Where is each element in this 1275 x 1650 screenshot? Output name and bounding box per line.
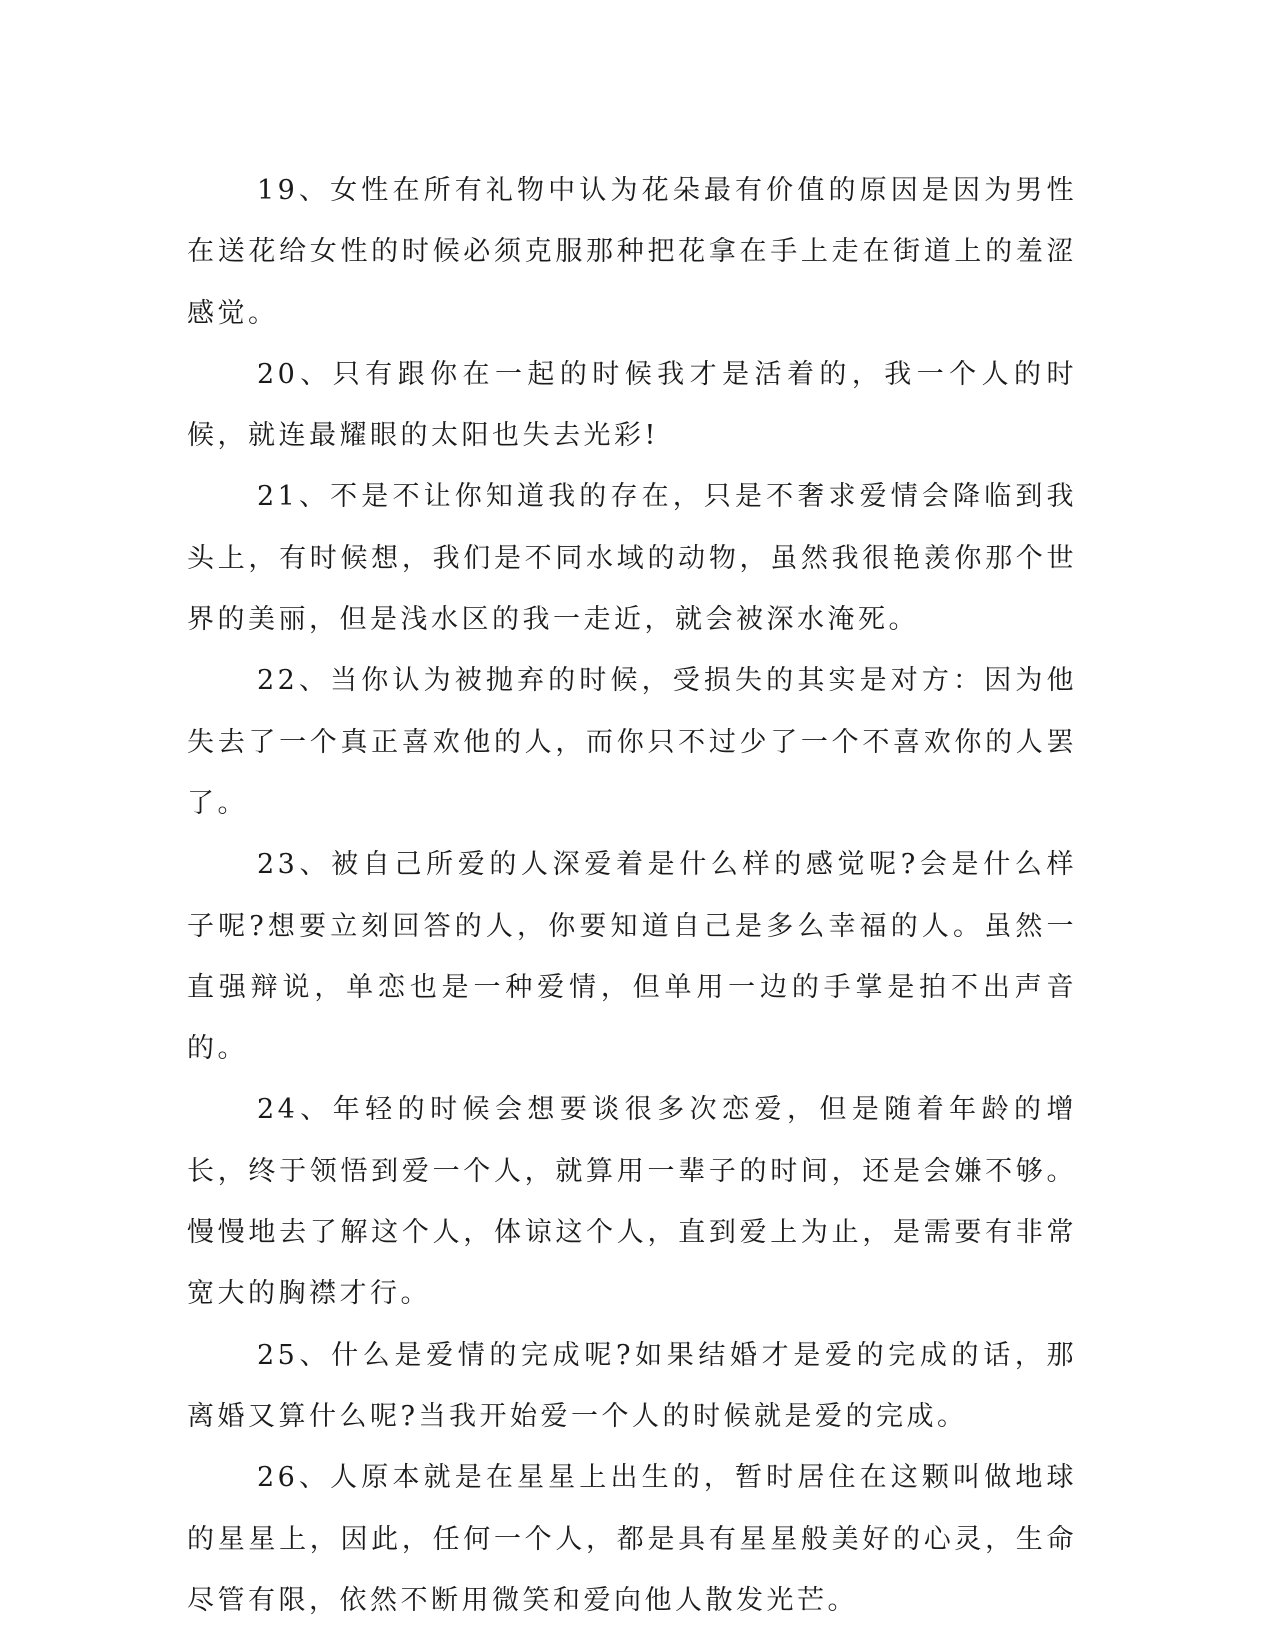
paragraph-19: 19、女性在所有礼物中认为花朵最有价值的原因是因为男性在送花给女性的时候必须克服那种把花拿在手上走在街道上的羞涩感觉。 <box>187 175 1077 329</box>
paragraph-23: 23、被自己所爱的人深爱着是什么样的感觉呢?会是什么样子呢?想要立刻回答的人，你要知道自己是多么幸福的人。虽然一直强辩说，单恋也是一种爱情，但单用一边的手掌是拍不出声音的。 <box>187 849 1077 1065</box>
document-body <box>187 160 1077 1631</box>
paragraph-24: 24、年轻的时候会想要谈很多次恋爱，但是随着年龄的增长，终于领悟到爱一个人，就算用一辈子的时间，还是会嫌不够。慢慢地去了解这个人，体谅这个人，直到爱上为止，是需要有非常宽大的胸襟才行。 <box>187 1094 1077 1310</box>
paragraph-21: 21、不是不让你知道我的存在，只是不奢求爱情会降临到我头上，有时候想，我们是不同水域的动物，虽然我很艳羡你那个世界的美丽，但是浅水区的我一走近，就会被深水淹死。 <box>187 481 1077 636</box>
paragraph-20: 20、只有跟你在一起的时候我才是活着的，我一个人的时候，就连最耀眼的太阳也失去光彩! <box>187 358 1077 452</box>
paragraph-22: 22、当你认为被抛弃的时候，受损失的其实是对方：因为他失去了一个真正喜欢他的人，而你只不过少了一个不喜欢你的人罢了。 <box>187 665 1077 819</box>
paragraph-25: 25、什么是爱情的完成呢?如果结婚才是爱的完成的话，那离婚又算什么呢?当我开始爱一个人的时候就是爱的完成。 <box>187 1339 1077 1432</box>
paragraph-26: 26、人原本就是在星星上出生的，暂时居住在这颗叫做地球的星星上，因此，任何一个人，都是具有星星般美好的心灵，生命尽管有限，依然不断用微笑和爱向他人散发光芒。 <box>187 1462 1077 1616</box>
